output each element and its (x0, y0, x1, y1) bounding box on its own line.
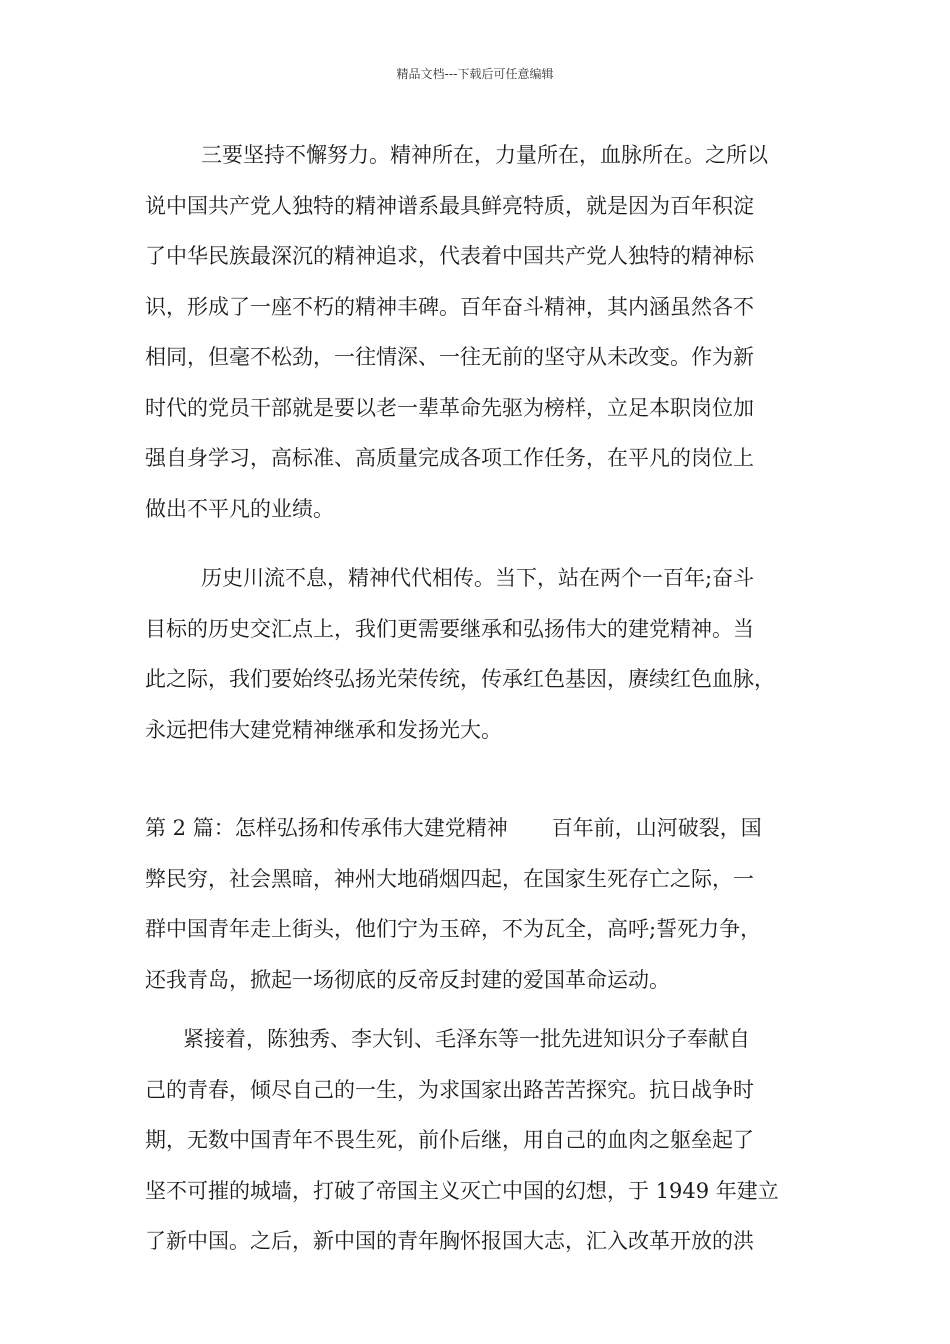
text-line: 强自身学习，高标准、高质量完成各项工作任务，在平凡的岗位上 (145, 446, 754, 470)
text-line: 时代的党员干部就是要以老一辈革命先驱为榜样，立足本职岗位加 (145, 395, 754, 420)
section-2 (145, 803, 809, 1005)
text-line: 目标的历史交汇点上，我们更需要继承和弘扬伟大的建党精神。当 (145, 616, 754, 641)
document-body (145, 130, 809, 1267)
text-line: 此之际，我们要始终弘扬光荣传统，传承红色基因，赓续红色血脉， (145, 667, 775, 691)
text-line: 相同，但毫不松劲，一往情深、一往无前的坚守从未改变。作为新 (145, 345, 754, 369)
text-line: 永远把伟大建党精神继承和发扬光大。 (145, 717, 502, 742)
text-line: 了中华民族最深沉的精神追求，代表着中国共产党人独特的精神标 (145, 244, 754, 268)
text-line: 己的青春，倾尽自己的一生，为求国家出路苦苦探究。抗日战争时 (145, 1077, 754, 1102)
text-line: 历史川流不息，精神代代相传。当下，站在两个一百年;奋斗 (201, 566, 755, 590)
text-line: 期，无数中国青年不畏生死，前仆后继，用自己的血肉之躯垒起了 (145, 1128, 754, 1152)
paragraph-3 (145, 1014, 809, 1267)
text-line: 说中国共产党人独特的精神谱系最具鲜亮特质，就是因为百年积淀 (145, 193, 754, 218)
text-line: 坚不可摧的城墙，打破了帝国主义灭亡中国的幻想，于 1949 年建立 (145, 1178, 779, 1203)
text-line: 弊民穷，社会黑暗，神州大地硝烟四起，在国家生死存亡之际，一 (145, 866, 754, 891)
section-title-line (145, 803, 809, 854)
text-line: 三要坚持不懈努力。精神所在，力量所在，血脉所在。之所以 (201, 143, 768, 167)
page-header: 精品文档---下载后可任意编辑 (396, 67, 554, 81)
section-title: 第 2 篇：怎样弘扬和传承伟大建党精神 (145, 816, 508, 840)
text-line: 还我青岛，掀起一场彻底的反帝反封建的爱国革命运动。 (145, 967, 670, 992)
text-line: 群中国青年走上街头，他们宁为玉碎，不为瓦全，高呼;誓死力争， (145, 917, 762, 941)
text-line: 做出不平凡的业绩。 (145, 496, 334, 521)
text-line: 紧接着，陈独秀、李大钊、毛泽东等一批先进知识分子奉献自 (183, 1027, 750, 1051)
text-line: 识，形成了一座不朽的精神丰碑。百年奋斗精神，其内涵虽然各不 (145, 294, 754, 319)
text-line: 了新中国。之后，新中国的青年胸怀报国大志，汇入改革开放的洪 (145, 1229, 754, 1253)
paragraph-1 (145, 130, 809, 534)
paragraph-2 (145, 553, 809, 755)
section-first-text: 百年前，山河破裂，国 (551, 816, 762, 840)
